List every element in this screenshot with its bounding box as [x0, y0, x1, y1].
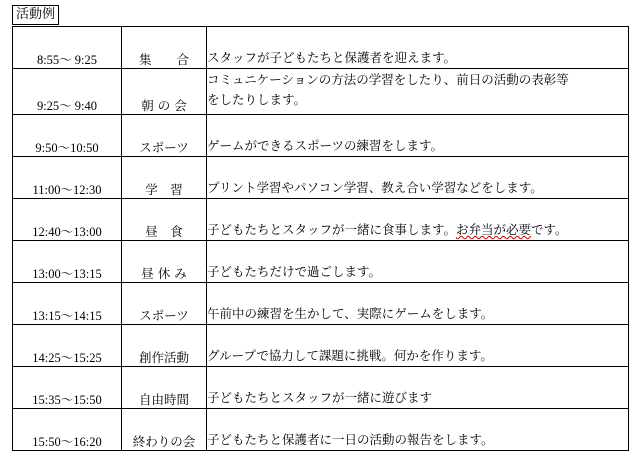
time-cell: 15:35～15:50 [13, 367, 122, 409]
description-cell: プリント学習やパソコン学習、教え合い学習などをします。 [207, 157, 629, 199]
description-cell: 子どもたちとスタッフが一緒に遊びます [207, 367, 629, 409]
description-cell: 子どもたちだけで過ごします。 [207, 241, 629, 283]
table-row [13, 199, 629, 241]
description-cell: 午前中の練習を生かして、実際にゲームをします。 [207, 283, 629, 325]
time-cell: 12:40～13:00 [13, 199, 122, 241]
table-row [13, 367, 629, 409]
table-row [13, 409, 629, 451]
section-title: 活動例 [12, 5, 59, 25]
activity-cell: スポーツ [122, 283, 207, 325]
table-row [13, 69, 629, 115]
activity-cell: 昼 休 み [122, 241, 207, 283]
activity-cell: 朝 の 会 [122, 69, 207, 115]
activity-cell: 集 合 [122, 27, 207, 69]
time-cell: 13:15～14:15 [13, 283, 122, 325]
activity-schedule-table [12, 26, 629, 451]
description-cell: ゲームができるスポーツの練習をします。 [207, 115, 629, 157]
time-cell: 11:00～12:30 [13, 157, 122, 199]
activity-cell: 自由時間 [122, 367, 207, 409]
description-cell: スタッフが子どもたちと保護者を迎えます。 [207, 27, 629, 69]
table-row [13, 27, 629, 69]
time-cell: 15:50～16:20 [13, 409, 122, 451]
activity-cell: スポーツ [122, 115, 207, 157]
description-cell [207, 69, 629, 115]
description-text: 子どもたちとスタッフが一緒に食事します。 [207, 222, 457, 237]
table-row [13, 115, 629, 157]
activity-cell: 昼 食 [122, 199, 207, 241]
time-cell: 9:50～10:50 [13, 115, 122, 157]
description-cell: グループで協力して課題に挑戦。何かを作ります。 [207, 325, 629, 367]
time-cell: 9:25～ 9:40 [13, 69, 122, 115]
activity-cell: 創作活動 [122, 325, 207, 367]
description-line: をしたりします。 [207, 92, 307, 107]
description-cell [207, 199, 629, 241]
lunch-box-required-note: お弁当が必要 [456, 222, 532, 237]
table-row [13, 283, 629, 325]
description-line: コミュニケーションの方法の学習をしたり、前日の活動の表彰等 [207, 72, 569, 87]
table-row [13, 325, 629, 367]
table-row [13, 241, 629, 283]
time-cell: 13:00～13:15 [13, 241, 122, 283]
table-row [13, 157, 629, 199]
activity-cell: 学 習 [122, 157, 207, 199]
description-text: です。 [531, 222, 568, 237]
description-cell: 子どもたちと保護者に一日の活動の報告をします。 [207, 409, 629, 451]
time-cell: 8:55～ 9:25 [13, 27, 122, 69]
time-cell: 14:25～15:25 [13, 325, 122, 367]
activity-cell: 終わりの会 [122, 409, 207, 451]
